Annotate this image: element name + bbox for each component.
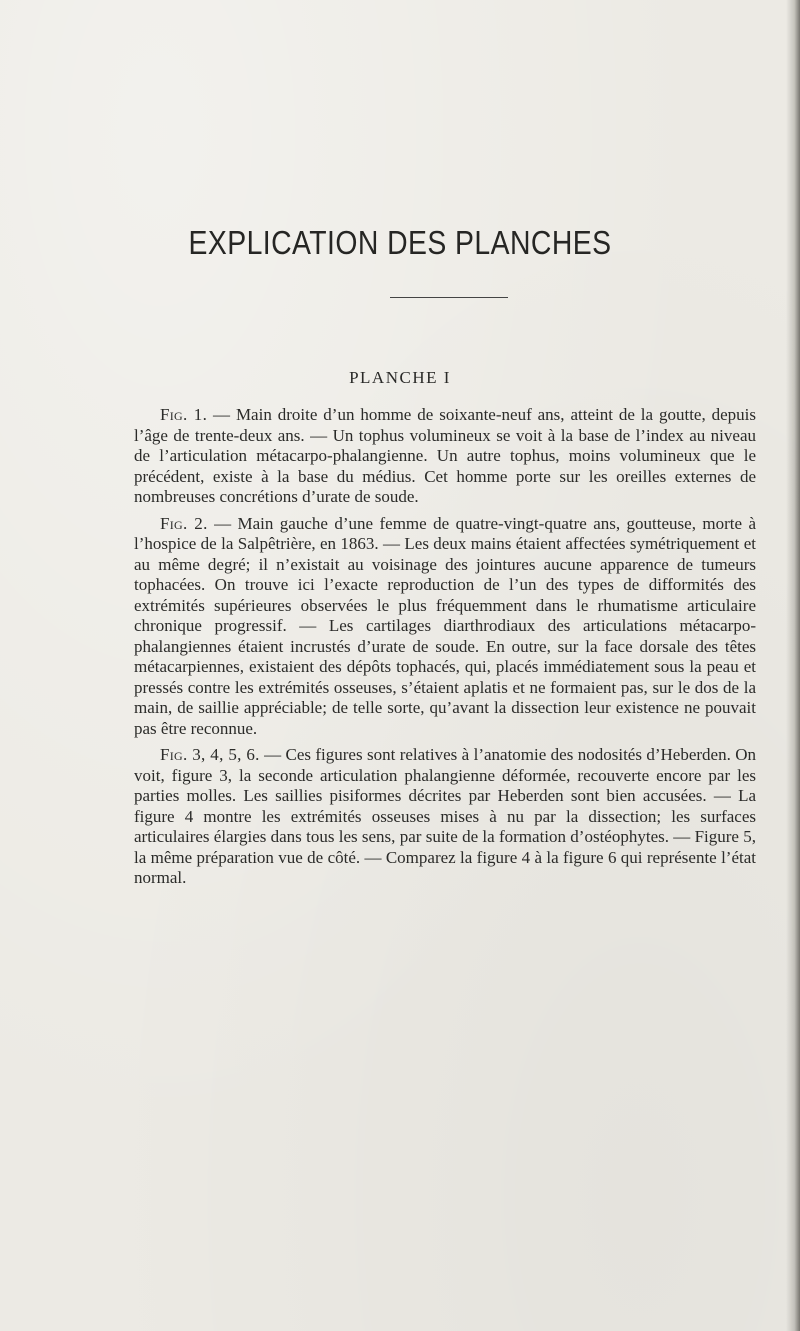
figure-paragraph-2 <box>134 514 756 740</box>
plate-heading: PLANCHE I <box>349 368 451 387</box>
figure-label: Fig. 3, 4, 5, 6. <box>160 745 260 764</box>
figure-text: — Ces figures sont relatives à l’anatomie des nodosités d’Heberden. On voit, figure 3, la seconde articulation phalangienne déformée, recouverte encore par les parties molles. Les saillies pisiformes décrites par Heberden sont bien accusées. — La figure 4 montre les extrémités osseuses mises à nu par la dissection; les surfaces articulaires élargies dans tous les sens, par suite de la formation d’ostéophytes. — Figure 5, la même préparation vue de côté. — Comparez la figure 4 à la figure 6 qui représente l’état normal. <box>134 745 756 887</box>
page-edge-shadow <box>786 0 800 1331</box>
figure-text: — Main gauche d’une femme de quatre-vingt-quatre ans, goutteuse, morte à l’hospice de la Salpêtrière, en 1863. — Les deux mains étaient affectées symétriquement et au même degré; il n’existait au voisinage des jointures aucune apparence de tumeurs tophacées. On trouve ici l’exacte reproduction de l’un des types de difformités des extrémités supérieures observées le plus fréquemment dans le rhumatisme articulaire chronique progressif. — Les cartilages diarthrodiaux des articulations métacarpo-phalangiennes étaient incrustés d’urate de soude. En outre, sur la face dorsale des têtes métacarpiennes, existaient des dépôts tophacés, qui, placés immédiatement sous la peau et pressés contre les extrémités osseuses, s’étaient aplatis et ne formaient pas, sur le dos de la main, de saillie appréciable; de telle sorte, qu’avant la dissection leur existence ne pouvait pas être reconnue. <box>134 513 756 738</box>
figure-paragraph-3 <box>134 745 756 889</box>
explanation-body <box>134 405 756 895</box>
figure-paragraph-1 <box>134 405 756 508</box>
title-divider <box>390 297 508 298</box>
figure-text: — Main droite d’un homme de soixante-neuf ans, atteint de la goutte, depuis l’âge de trente-deux ans. — Un tophus volumineux se voit à la base de l’index au niveau de l’articulation métacarpo-phalangienne. Un autre tophus, moins volumineux que le précédent, existe à la base du médius. Cet homme porte sur les oreilles externes de nombreuses concrétions d’urate de soude. <box>134 405 756 506</box>
page-title: EXPLICATION DES PLANCHES <box>188 224 612 261</box>
figure-label: Fig. 1. <box>160 405 208 424</box>
figure-label: Fig. 2. <box>160 513 208 533</box>
